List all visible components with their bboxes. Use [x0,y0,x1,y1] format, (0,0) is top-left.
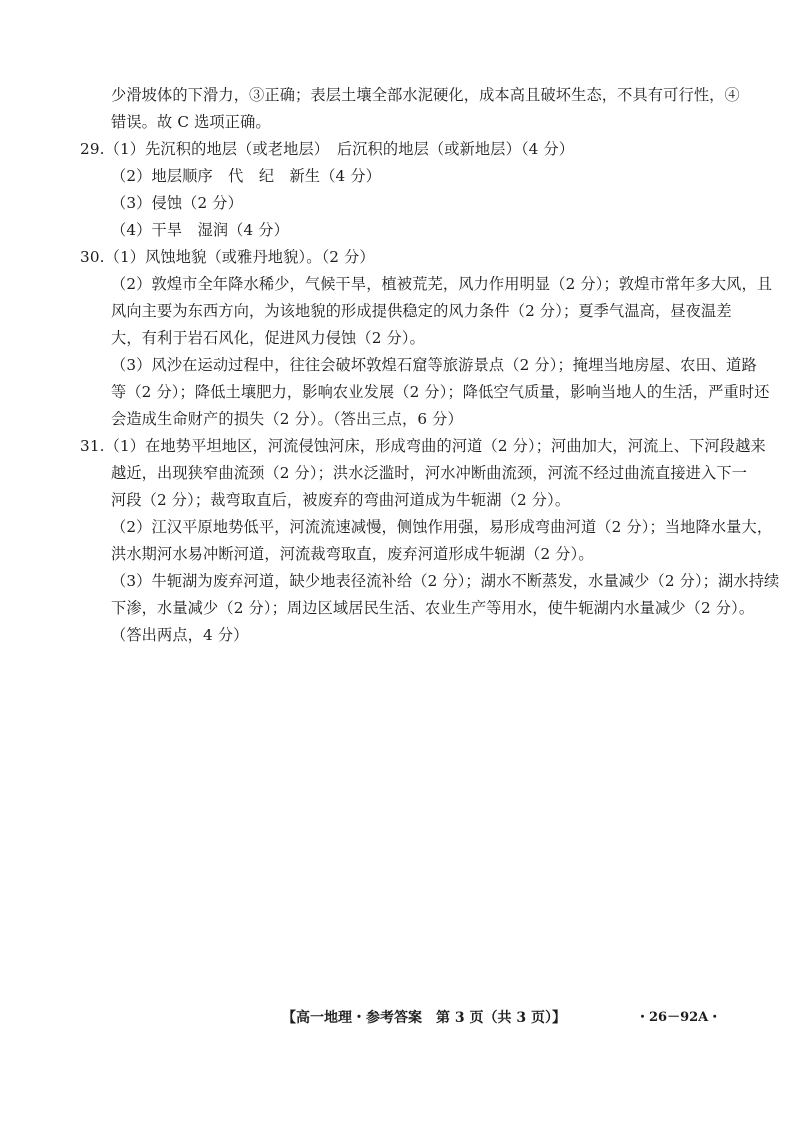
q30-part2-cont: 大，有利于岩石风化，促进风力侵蚀（2 分）。 [111,329,425,347]
q30-part1: 30.（1）风蚀地貌（或雅丹地貌）。（2 分） [80,248,375,266]
q30-part3: （3）风沙在运动过程中，往往会破坏敦煌石窟等旅游景点（2 分）；掩埋当地房屋、农田、道路 [111,356,757,374]
q30-part2-cont: 风向主要为东西方向，为该地貌的形成提供稳定的风力条件（2 分）；夏季气温高，昼夜温差 [111,302,732,320]
q30-part3-cont: 等（2 分）；降低土壤肥力，影响农业发展（2 分）；降低空气质量，影响当地人的生活，严重时还 [111,383,770,401]
page-code: ・26－92A・ [636,1010,722,1025]
q31-part3: （3）牛轭湖为废弃河道，缺少地表径流补给（2 分）；湖水不断蒸发，水量减少（2 分）；湖水持续 [111,572,780,590]
intro-line: 错误。故 C 选项正确。 [111,113,271,131]
page-footer: 【高一地理・参考答案 第 3 页（共 3 页）】 [282,1010,566,1026]
q29-part1: 29.（1）先沉积的地层（或老地层） 后沉积的地层（或新地层）（4 分） [80,140,575,158]
q30-part3-cont: 会造成生命财产的损失（2 分）。（答出三点，6 分） [111,410,463,428]
q29-part3: （3）侵蚀（2 分） [111,194,243,212]
q29-part2: （2）地层顺序 代 纪 新生（4 分） [111,167,382,185]
q31-part3-cont: （答出两点，4 分） [111,626,249,644]
q31-part2-cont: 洪水期河水易冲断河道，河流裁弯取直，废弃河道形成牛轭湖（2 分）。 [111,545,594,563]
q29-part4: （4）干旱 湿润（4 分） [111,221,289,239]
q31-part2: （2）江汉平原地势低平，河流流速减慢，侧蚀作用强，易形成弯曲河道（2 分）；当地降水量大， [111,518,773,536]
q31-part1-cont: 越近，出现狭窄曲流颈（2 分）；洪水泛滥时，河水冲断曲流颈，河流不经过曲流直接进入下一 [111,464,748,482]
q31-part1: 31.（1）在地势平坦地区，河流侵蚀河床，形成弯曲的河道（2 分）；河曲加大，河流上、下河段越来 [80,437,766,455]
q30-part2: （2）敦煌市全年降水稀少，气候干旱，植被荒芜，风力作用明显（2 分）；敦煌市常年多大风，且 [111,275,773,293]
q31-part1-cont: 河段（2 分）；裁弯取直后，被废弃的弯曲河道成为牛轭湖（2 分）。 [111,491,571,509]
intro-line: 少滑坡体的下滑力，③正确；表层土壤全部水泥硬化，成本高且破坏生态，不具有可行性，④ [111,86,740,104]
q31-part3-cont: 下渗，水量减少（2 分）；周边区域居民生活、农业生产等用水，使牛轭湖内水量减少（2 分）。 [111,599,755,617]
